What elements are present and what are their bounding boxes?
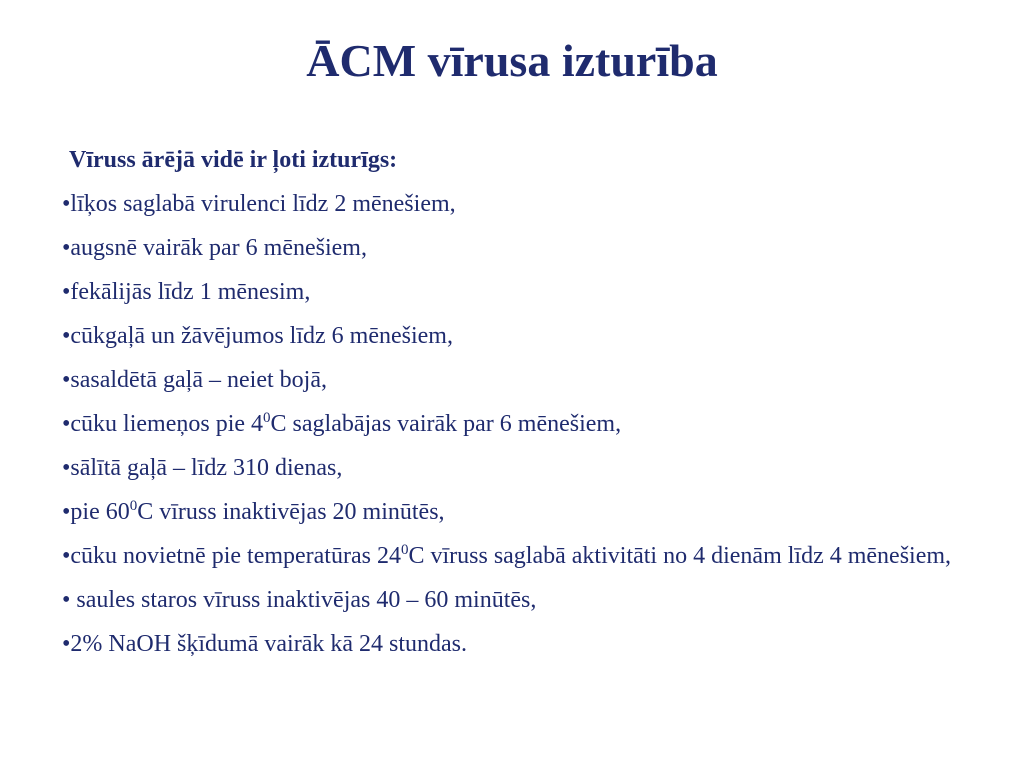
degree-superscript: 0 — [263, 410, 271, 426]
bullet-item — [62, 190, 962, 219]
bullet-item — [62, 366, 962, 395]
bullet-text: cūkgaļā un žāvējumos līdz 6 mēnešiem, — [70, 323, 453, 349]
bullet-text: cūku novietnē pie temperatūras 24 — [70, 543, 401, 569]
bullet-item — [62, 234, 962, 263]
bullet-marker: • — [62, 631, 71, 657]
slide-title: ĀCM vīrusa izturība — [306, 35, 718, 86]
bullet-text: pie 60 — [70, 499, 130, 525]
bullet-text: C saglabājas vairāk par 6 mēnešiem, — [270, 411, 622, 437]
bullet-marker: • — [62, 191, 71, 217]
bullet-text: augsnē vairāk par 6 mēnešiem, — [70, 235, 367, 261]
bullet-marker: • — [62, 587, 71, 613]
bullet-text: līķos saglabā virulenci līdz 2 mēnešiem, — [70, 191, 456, 217]
bullet-text: cūku liemeņos pie 4 — [70, 411, 264, 437]
bullet-item — [62, 322, 962, 351]
bullet-marker: • — [62, 323, 71, 349]
bullet-text: C vīruss inaktivējas 20 minūtēs, — [137, 499, 445, 525]
bullet-marker: • — [62, 499, 71, 525]
bullet-text: fekālijās līdz 1 mēnesim, — [70, 279, 311, 305]
bullet-item — [62, 630, 962, 659]
bullet-item — [62, 410, 962, 439]
bullet-item — [62, 586, 962, 615]
bullet-text: 2% NaOH šķīdumā vairāk kā 24 stundas. — [70, 631, 467, 657]
bullet-marker: • — [62, 543, 71, 569]
bullet-text: saules staros vīruss inaktivējas 40 – 60 minūtēs, — [70, 587, 537, 613]
slide-body — [62, 146, 962, 674]
bullet-item — [62, 454, 962, 483]
bullet-item — [62, 542, 962, 571]
bullet-item — [62, 278, 962, 307]
intro-text: Vīruss ārējā vidē ir ļoti izturīgs: — [69, 147, 398, 173]
bullet-marker: • — [62, 279, 71, 305]
bullet-marker: • — [62, 235, 71, 261]
bullet-marker: • — [62, 411, 71, 437]
bullet-marker: • — [62, 455, 71, 481]
bullet-marker: • — [62, 367, 71, 393]
bullet-text: sasaldētā gaļā – neiet bojā, — [70, 367, 327, 393]
bullet-text: C vīruss saglabā aktivitāti no 4 dienām līdz 4 mēnešiem, — [408, 543, 952, 569]
bullet-item — [62, 498, 962, 527]
degree-superscript: 0 — [129, 498, 138, 514]
degree-superscript: 0 — [400, 542, 409, 558]
bullet-text: sālītā gaļā – līdz 310 dienas, — [70, 455, 343, 481]
